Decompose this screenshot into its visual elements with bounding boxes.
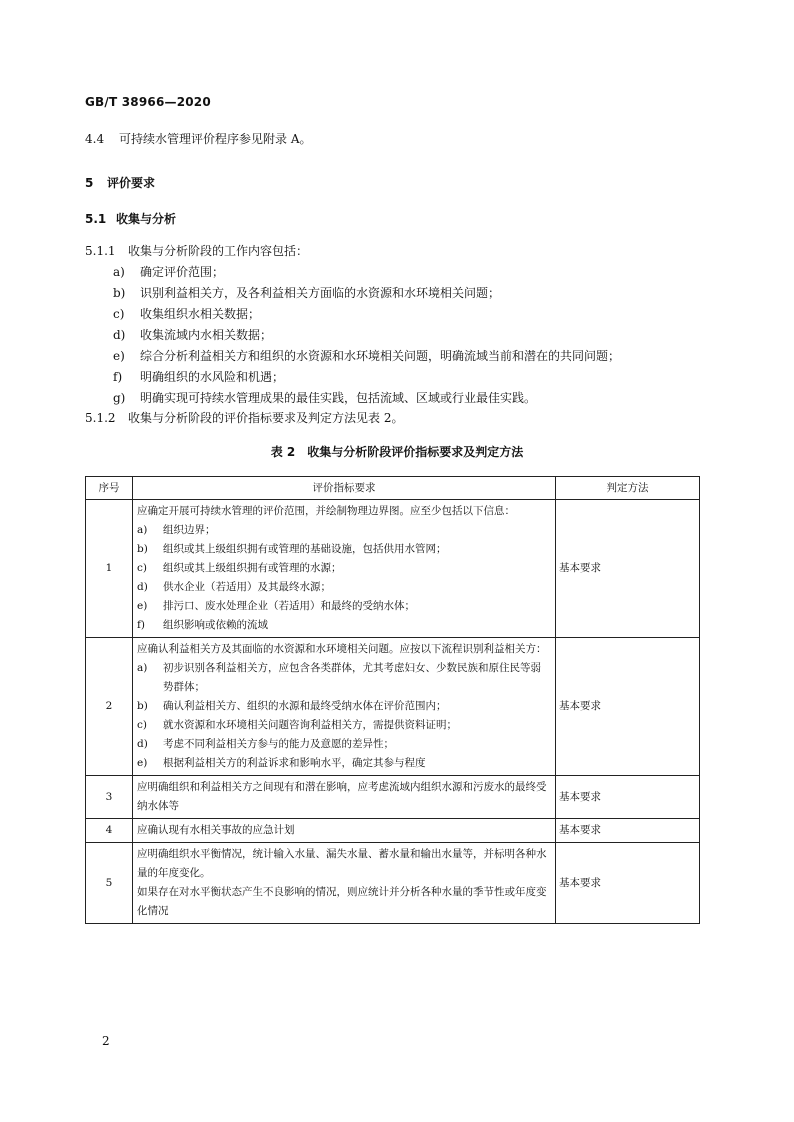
list-item: d) 收集流域内水相关数据； [113, 328, 273, 342]
requirement-item: f) 组织影响或依赖的流域 [137, 619, 268, 631]
table-row [86, 819, 700, 843]
list-item: b) 识别利益相关方，及各利益相关方面临的水资源和水环境相关问题； [113, 286, 501, 300]
requirement-item: a) 初步识别各利益相关方，应包含各类群体，尤其考虑妇女、少数民族和原住民等弱势群体； [137, 662, 541, 693]
section-number: 5 [85, 176, 94, 190]
clause-number: 5.1.2 [85, 411, 116, 425]
requirement-intro: 应确认现有水相关事故的应急计划 [137, 824, 295, 836]
requirement-intro: 应明确组织和利益相关方之间现有和潜在影响，应考虑流域内组织水源和污废水的最终受纳水体等 [137, 781, 547, 812]
row-index: 1 [86, 500, 133, 638]
list-item: f) 明确组织的水风险和机遇； [113, 370, 285, 384]
requirement-item: d) 考虑不同利益相关方参与的能力及意愿的差异性； [137, 738, 394, 750]
table-row [86, 638, 700, 776]
section-number: 5.1 [85, 212, 107, 226]
requirement-intro: 应明确组织水平衡情况，统计输入水量、漏失水量、蓄水量和输出水量等，并标明各种水量的年度变化。 [137, 848, 547, 879]
header-index: 序号 [86, 477, 133, 500]
row-requirement [133, 843, 556, 924]
requirement-intro-continued: 如果存在对水平衡状态产生不良影响的情况，则应统计并分析各种水量的季节性或年度变化情况 [137, 886, 547, 917]
row-requirement [133, 500, 556, 638]
evaluation-table [85, 476, 700, 924]
requirement-item: c) 组织或其上级组织拥有或管理的水源； [137, 562, 342, 574]
requirement-item: e) 排污口、废水处理企业（若适用）和最终的受纳水体； [137, 600, 415, 612]
clause-number: 4.4 [85, 132, 105, 146]
clause-4-4 [85, 131, 311, 147]
clause-text: 收集与分析阶段的工作内容包括： [128, 244, 309, 258]
table-row [86, 500, 700, 638]
row-method: 基本要求 [556, 500, 700, 638]
row-method: 基本要求 [556, 776, 700, 819]
row-index: 3 [86, 776, 133, 819]
requirement-item: d) 供水企业（若适用）及其最终水源； [137, 581, 331, 593]
row-index: 4 [86, 819, 133, 843]
row-method: 基本要求 [556, 638, 700, 776]
table-caption: 表 2 收集与分析阶段评价指标要求及判定方法 [270, 445, 524, 459]
table-header-row [86, 477, 700, 500]
row-requirement [133, 638, 556, 776]
requirement-item: e) 根据利益相关方的利益诉求和影响水平，确定其参与程度 [137, 757, 426, 769]
standard-code: GB/T 38966—2020 [85, 95, 211, 109]
page-number: 2 [102, 1034, 110, 1048]
section-5-heading [85, 175, 155, 191]
clause-text: 收集与分析阶段的评价指标要求及判定方法见表 2。 [128, 411, 404, 425]
table-row [86, 843, 700, 924]
row-index: 2 [86, 638, 133, 776]
row-method: 基本要求 [556, 843, 700, 924]
section-title: 收集与分析 [116, 212, 177, 226]
row-requirement [133, 776, 556, 819]
requirement-intro: 应确定开展可持续水管理的评价范围，并绘制物理边界图。应至少包括以下信息： [137, 505, 515, 517]
section-5-1-heading [85, 211, 176, 227]
clause-5-1-2 [85, 410, 403, 426]
row-index: 5 [86, 843, 133, 924]
list-item: g) 明确实现可持续水管理成果的最佳实践，包括流域、区域或行业最佳实践。 [113, 391, 537, 405]
header-method: 判定方法 [556, 477, 700, 500]
clause-text: 可持续水管理评价程序参见附录 A。 [119, 132, 312, 146]
requirement-item: a) 组织边界； [137, 524, 216, 536]
row-requirement [133, 819, 556, 843]
clause-5-1-1 [85, 243, 308, 259]
clause-number: 5.1.1 [85, 244, 116, 258]
requirement-item: b) 确认利益相关方、组织的水源和最终受纳水体在评价范围内； [137, 700, 447, 712]
requirement-item: b) 组织或其上级组织拥有或管理的基础设施，包括供用水管网； [137, 543, 447, 555]
table-row [86, 776, 700, 819]
section-title: 评价要求 [107, 176, 156, 190]
list-item: e) 综合分析利益相关方和组织的水资源和水环境相关问题，明确流域当前和潜在的共同问题； [113, 349, 621, 363]
list-item: a) 确定评价范围； [113, 265, 225, 279]
list-item: c) 收集组织水相关数据； [113, 307, 261, 321]
row-method: 基本要求 [556, 819, 700, 843]
requirement-item: c) 就水资源和水环境相关问题咨询利益相关方，需提供资料证明； [137, 719, 457, 731]
requirement-intro: 应确认利益相关方及其面临的水资源和水环境相关问题。应按以下流程识别利益相关方： [137, 643, 547, 655]
header-requirement: 评价指标要求 [133, 477, 556, 500]
